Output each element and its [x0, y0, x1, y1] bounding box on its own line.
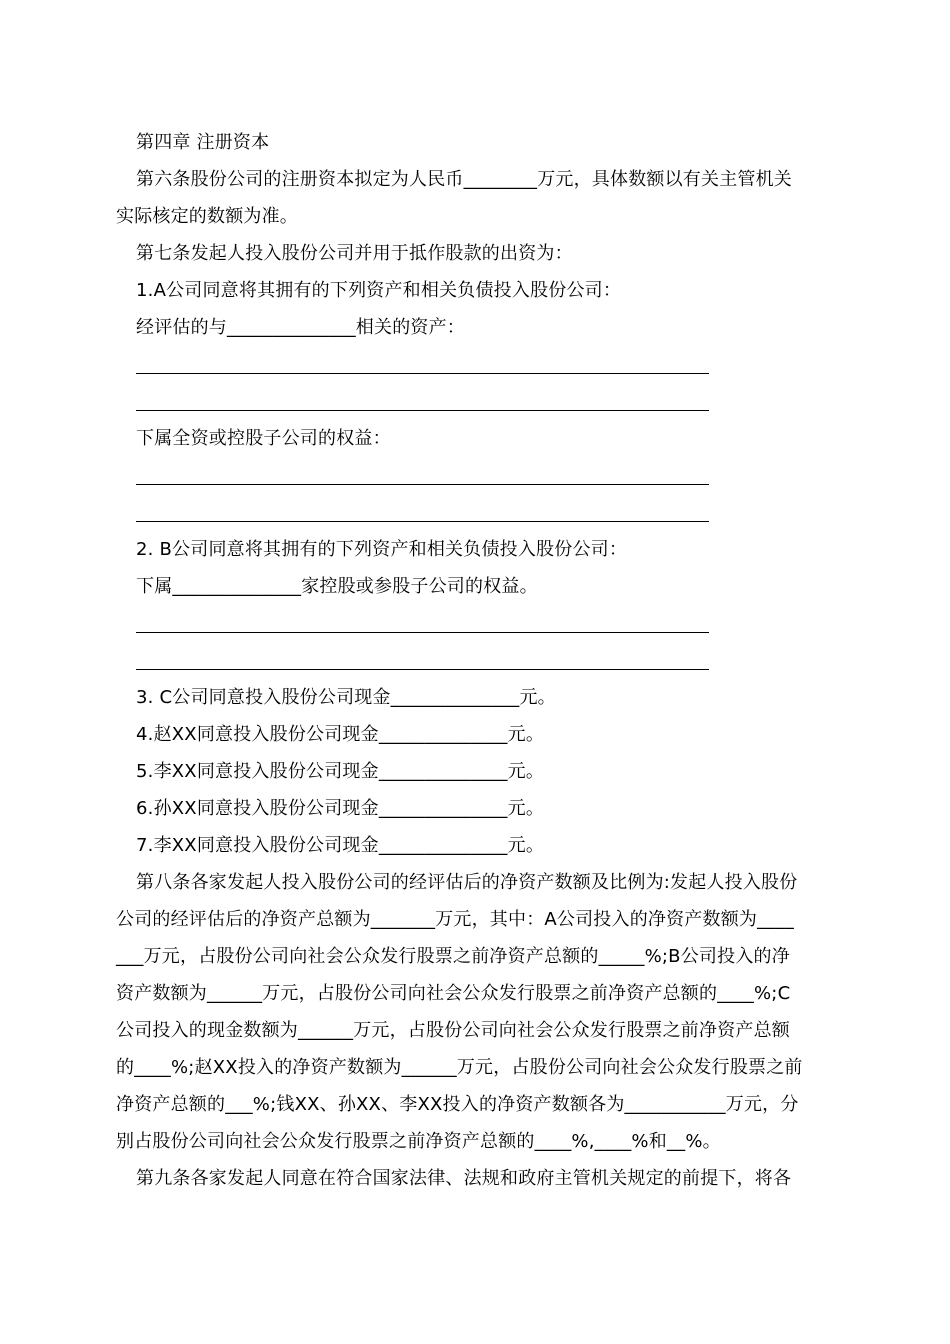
blank-rule [116, 642, 838, 679]
article-7-item-6: 6.孙XX同意投入股份公司现金______________元。 [136, 798, 545, 819]
article-7-item-5: 5.李XX同意投入股份公司现金______________元。 [136, 761, 545, 782]
article-8-line-6: 的____%;赵XX投入的净资产数额为______万元，占股份公司向社会公众发行股票之前 [116, 1057, 803, 1078]
article-6-line-2: 实际核定的数额为准。 [116, 206, 298, 227]
document-body [116, 124, 838, 1197]
blank-rule [116, 605, 838, 642]
item-1-sub-assets: 经评估的与______________相关的资产： [136, 317, 465, 338]
article-8-line-5: 公司投入的现金数额为______万元，占股份公司向社会公众发行股票之前净资产总额 [116, 1020, 790, 1041]
item-1-sub-equity: 下属全资或控股子公司的权益： [136, 428, 391, 449]
blank-rule [116, 383, 838, 420]
article-8-line-7: 净资产总额的___%;钱XX、孙XX、李XX投入的净资产数额各为___________万元，分 [116, 1094, 799, 1115]
article-8-line-1: 第八条各家发起人投入股份公司的经评估后的净资产数额及比例为:发起人投入股份 [136, 872, 798, 893]
article-8-line-2: 公司的经评估后的净资产总额为_______万元，其中：A公司投入的净资产数额为____ [116, 909, 794, 930]
item-2-sub-equity: 下属______________家控股或参股子公司的权益。 [136, 576, 538, 597]
article-8-line-8: 别占股份公司向社会公众发行股票之前净资产总额的____%,____%和__%。 [116, 1131, 721, 1152]
article-7-intro: 第七条发起人投入股份公司并用于抵作股款的出资为： [136, 243, 573, 264]
blank-rule [116, 346, 838, 383]
article-7-item-4: 4.赵XX同意投入股份公司现金______________元。 [136, 724, 545, 745]
article-8-line-4: 资产数额为______万元，占股份公司向社会公众发行股票之前净资产总额的____%;C [116, 983, 791, 1004]
article-7-item-1: 1.A公司同意将其拥有的下列资产和相关负债投入股份公司： [136, 280, 622, 301]
blank-rule [116, 494, 838, 531]
article-7-item-7: 7.李XX同意投入股份公司现金______________元。 [136, 835, 545, 856]
article-6-line-1: 第六条股份公司的注册资本拟定为人民币________万元，具体数额以有关主管机关 [136, 169, 792, 190]
article-7-item-3: 3. C公司同意投入股份公司现金______________元。 [136, 687, 556, 708]
article-8-line-3: ___万元，占股份公司向社会公众发行股票之前净资产总额的_____%;B公司投入的净 [116, 946, 790, 967]
blank-rule [116, 457, 838, 494]
article-9-line-1: 第九条各家发起人同意在符合国家法律、法规和政府主管机关规定的前提下，将各 [136, 1168, 792, 1189]
article-7-item-2: 2. B公司同意将其拥有的下列资产和相关负债投入股份公司： [136, 539, 628, 560]
chapter-title: 第四章 注册资本 [136, 132, 270, 153]
